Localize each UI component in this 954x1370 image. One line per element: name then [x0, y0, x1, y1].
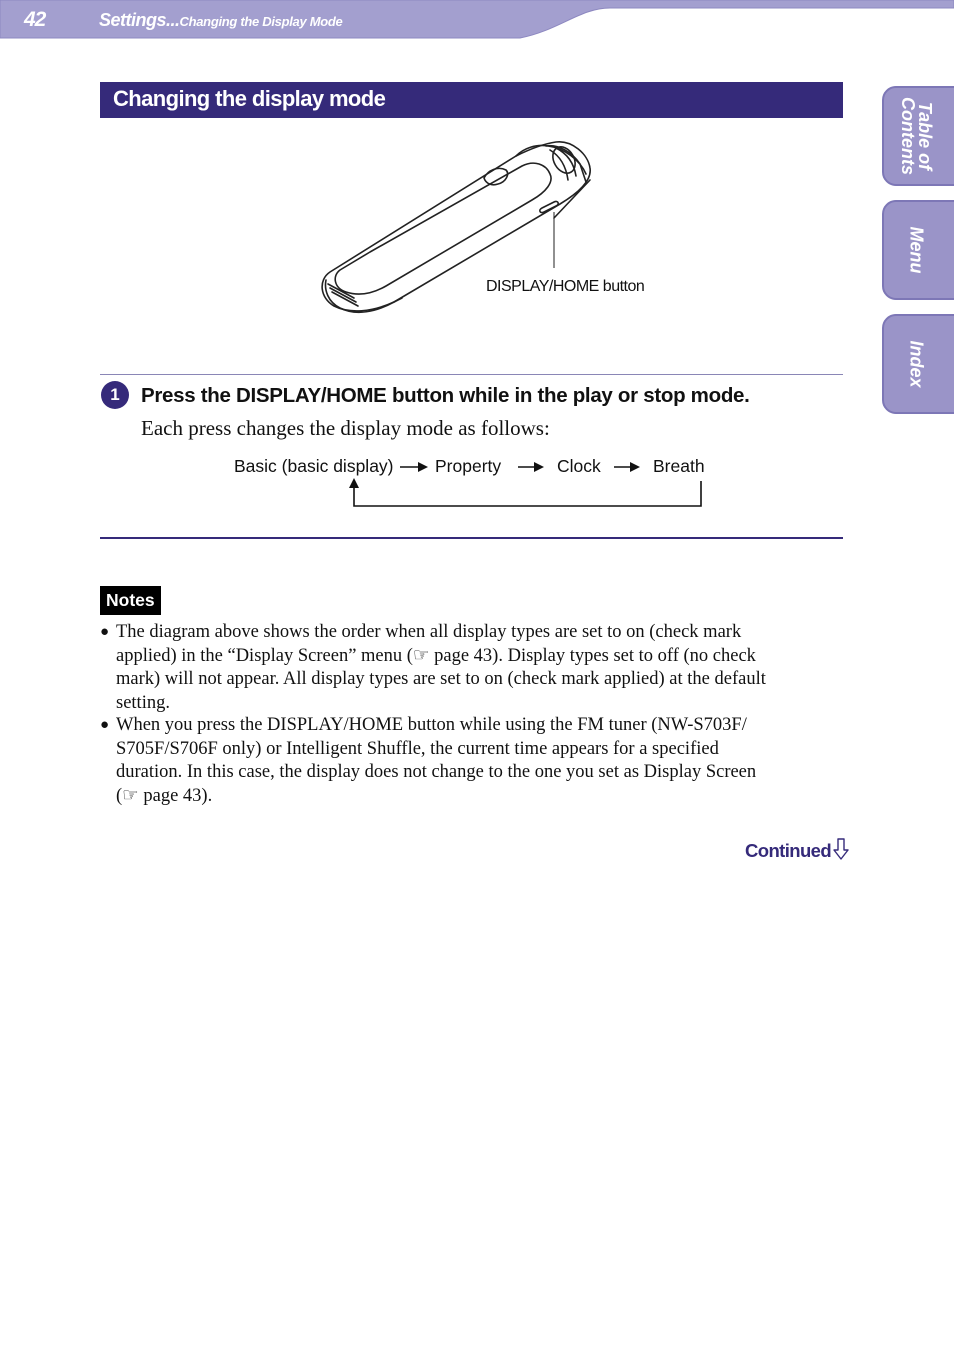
flow-item-clock: Clock — [557, 456, 601, 476]
note-line: S705F/S706F only) or Intelligent Shuffle, the current time appears for a specified — [116, 738, 719, 759]
tab-menu-label: Menu — [906, 226, 927, 274]
step-body: Each press changes the display mode as follows: — [141, 416, 550, 440]
header-band — [0, 0, 954, 40]
note-line: applied) in the “Display Screen” menu (☞ page 43). Display types set to off (no check — [116, 645, 756, 666]
header-subsection: Changing the Display Mode — [179, 14, 343, 29]
display-home-button-callout: DISPLAY/HOME button — [486, 278, 645, 295]
note-line: (☞ page 43). — [116, 785, 213, 806]
flow-arrows — [340, 455, 720, 515]
note-line: setting. — [116, 692, 170, 713]
tab-index-label: Index — [906, 340, 927, 388]
page-number: 42 — [24, 8, 46, 31]
page-title: Changing the display mode — [113, 86, 386, 111]
arrow-down-icon — [833, 838, 849, 860]
flow-item-basic: Basic (basic display) — [234, 456, 394, 476]
note-item — [100, 714, 840, 808]
page-title-bar — [100, 82, 843, 118]
section-divider-top — [100, 374, 843, 375]
note-item — [100, 621, 840, 715]
header-section-title: Settings... — [99, 10, 180, 30]
note-line: When you press the DISPLAY/HOME button while using the FM tuner (NW-S703F/ — [116, 715, 747, 735]
notes-label: Notes — [100, 586, 161, 615]
header-section — [99, 10, 342, 31]
bullet-icon: ● — [100, 717, 110, 733]
continued-link[interactable] — [745, 838, 849, 862]
flow-item-property: Property — [435, 456, 502, 476]
tab-menu[interactable] — [882, 200, 954, 300]
step-heading: Press the DISPLAY/HOME button while in the play or stop mode. — [141, 384, 750, 407]
note-line: The diagram above shows the order when all display types are set to on (check mark — [116, 622, 742, 642]
tab-index[interactable] — [882, 314, 954, 414]
bullet-icon: ● — [100, 624, 110, 640]
step-number-badge: 1 — [101, 381, 129, 409]
continued-label: Continued — [745, 840, 832, 861]
section-divider-bottom — [100, 537, 843, 539]
tab-table-of-contents[interactable] — [882, 86, 954, 186]
note-line: duration. In this case, the display does not change to the one you set as Display Screen — [116, 762, 757, 782]
flow-item-breath: Breath — [653, 456, 705, 476]
tab-table-of-contents-label: Table of Contents — [898, 97, 935, 175]
note-line: mark) will not appear. All display types are set to on (check mark applied) at the default — [116, 669, 766, 689]
